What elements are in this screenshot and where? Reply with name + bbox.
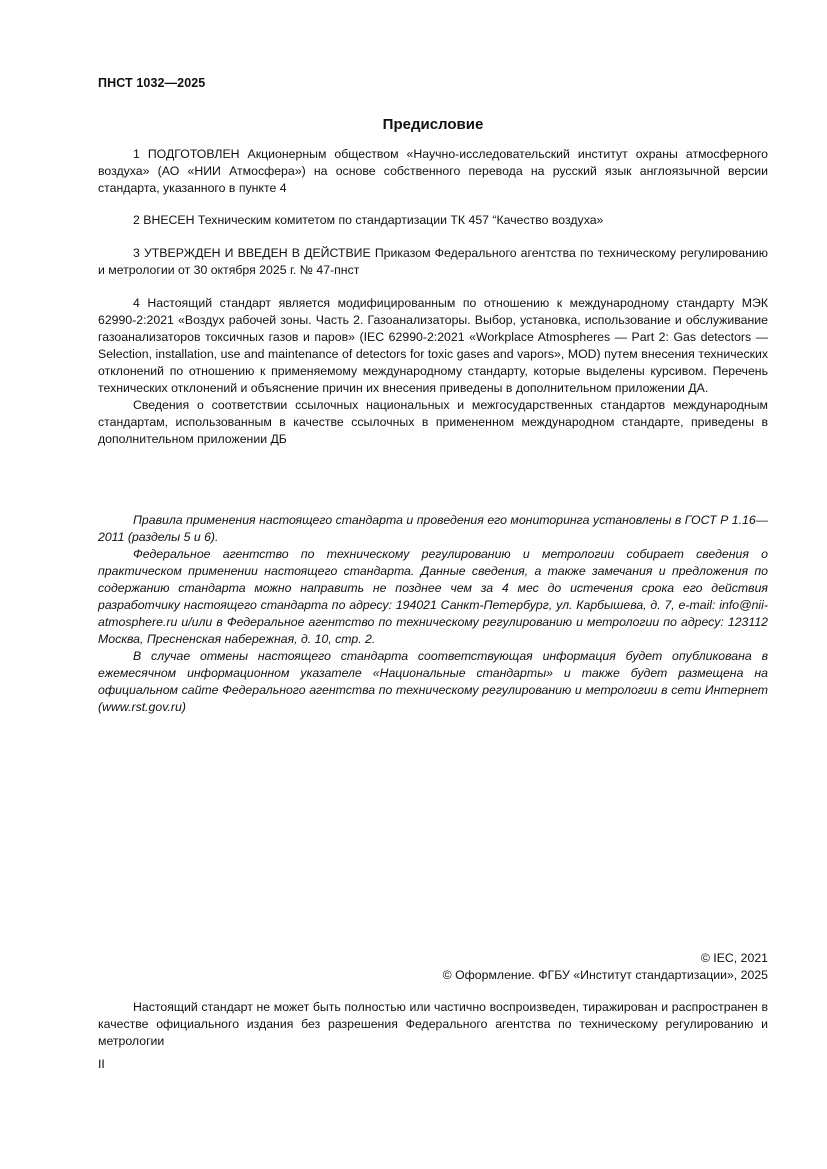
copyright-design: © Оформление. ФГБУ «Институт стандартизации», 2025 — [442, 968, 768, 982]
reproduction-notice-text: Настоящий стандарт не может быть полностью или частично воспроизведен, тиражирован и распространен в качестве официального издания без разрешения Федерального агентства по техническому регулированию и метрологии — [98, 1000, 768, 1048]
preface-item-1 — [98, 146, 768, 197]
preface-item-3-text: 3 УТВЕРЖДЕН И ВВЕДЕН В ДЕЙСТВИЕ Приказом Федерального агентства по техническому регулированию и метрологии от 30 октября 2025 г. № 47-пнст — [98, 246, 768, 277]
page-number: II — [98, 1057, 105, 1071]
preface-item-4-note: Сведения о соответствии ссылочных национальных и межгосударственных стандартов международным стандартам, использованным в качестве ссылочных в примененном международном стандарте, приведены в дополнительном приложении ДБ — [98, 398, 768, 446]
preface-item-1-text: 1 ПОДГОТОВЛЕН Акционерным обществом «Научно-исследовательский институт охраны атмосферного воздуха» (АО «НИИ Атмосфера») на основе собственного перевода на русский язык англоязычной версии стандарта, указанного в пункте 4 — [98, 147, 768, 195]
document-id: ПНСТ 1032—2025 — [98, 76, 206, 90]
copyright-iec: © IEC, 2021 — [700, 951, 768, 965]
preface-item-4 — [98, 295, 768, 448]
rules-paragraph-3: В случае отмены настоящего стандарта соответствующая информация будет опубликована в ежемесячном информационном указателе «Национальные стандарты» и также будет размещена на официальном сайте Федерального агентства по техническому регулированию и метрологии в сети Интернет (www.rst.gov.ru) — [98, 649, 768, 714]
rules-paragraph-2: Федеральное агентство по техническому регулированию и метрологии собирает сведения о практическом применении настоящего стандарта. Данные сведения, а также замечания и предложения по содержанию стандарта можно направить не позднее чем за 4 мес до истечения срока его действия разработчику настоящего стандарта по адресу: 194021 Санкт-Петербург, ул. Карбышева, д. 7, e-mail: info@nii-atmosphere.ru и/или в Федеральное агентство по техническому регулированию и метрологии по адресу: 123112 Москва, Пресненская набережная, д. 10, стр. 2. — [98, 547, 768, 646]
rules-paragraph-1: Правила применения настоящего стандарта и проведения его мониторинга установлены в ГОСТ Р 1.16—2011 (разделы 5 и 6). — [98, 513, 768, 544]
reproduction-notice — [98, 999, 768, 1050]
preface-item-3 — [98, 245, 768, 279]
preface-item-2 — [98, 212, 768, 229]
preface-item-4-text: 4 Настоящий стандарт является модифицированным по отношению к международному стандарту МЭК 62990-2:2021 «Воздух рабочей зоны. Часть 2. Газоанализаторы. Выбор, установка, использование и обслуживание газоанализаторов токсичных газов и паров» (IEC 62990-2:2021 «Workplace Atmospheres — Part 2: Gas detectors — Selection, installation, use and maintenance of detectors for toxic gases and vapors», MOD) путем внесения технических отклонений по отношению к применяемому международному стандарту, которые выделены курсивом. Перечень технических отклонений и объяснение причин их внесения приведены в дополнительном приложении ДА. — [98, 296, 768, 395]
rules-block — [98, 512, 768, 716]
preface-item-2-text: 2 ВНЕСЕН Техническим комитетом по стандартизации ТК 457 “Качество воздуха» — [133, 213, 604, 227]
page-title: Предисловие — [382, 116, 484, 133]
copyright-block — [443, 950, 768, 984]
